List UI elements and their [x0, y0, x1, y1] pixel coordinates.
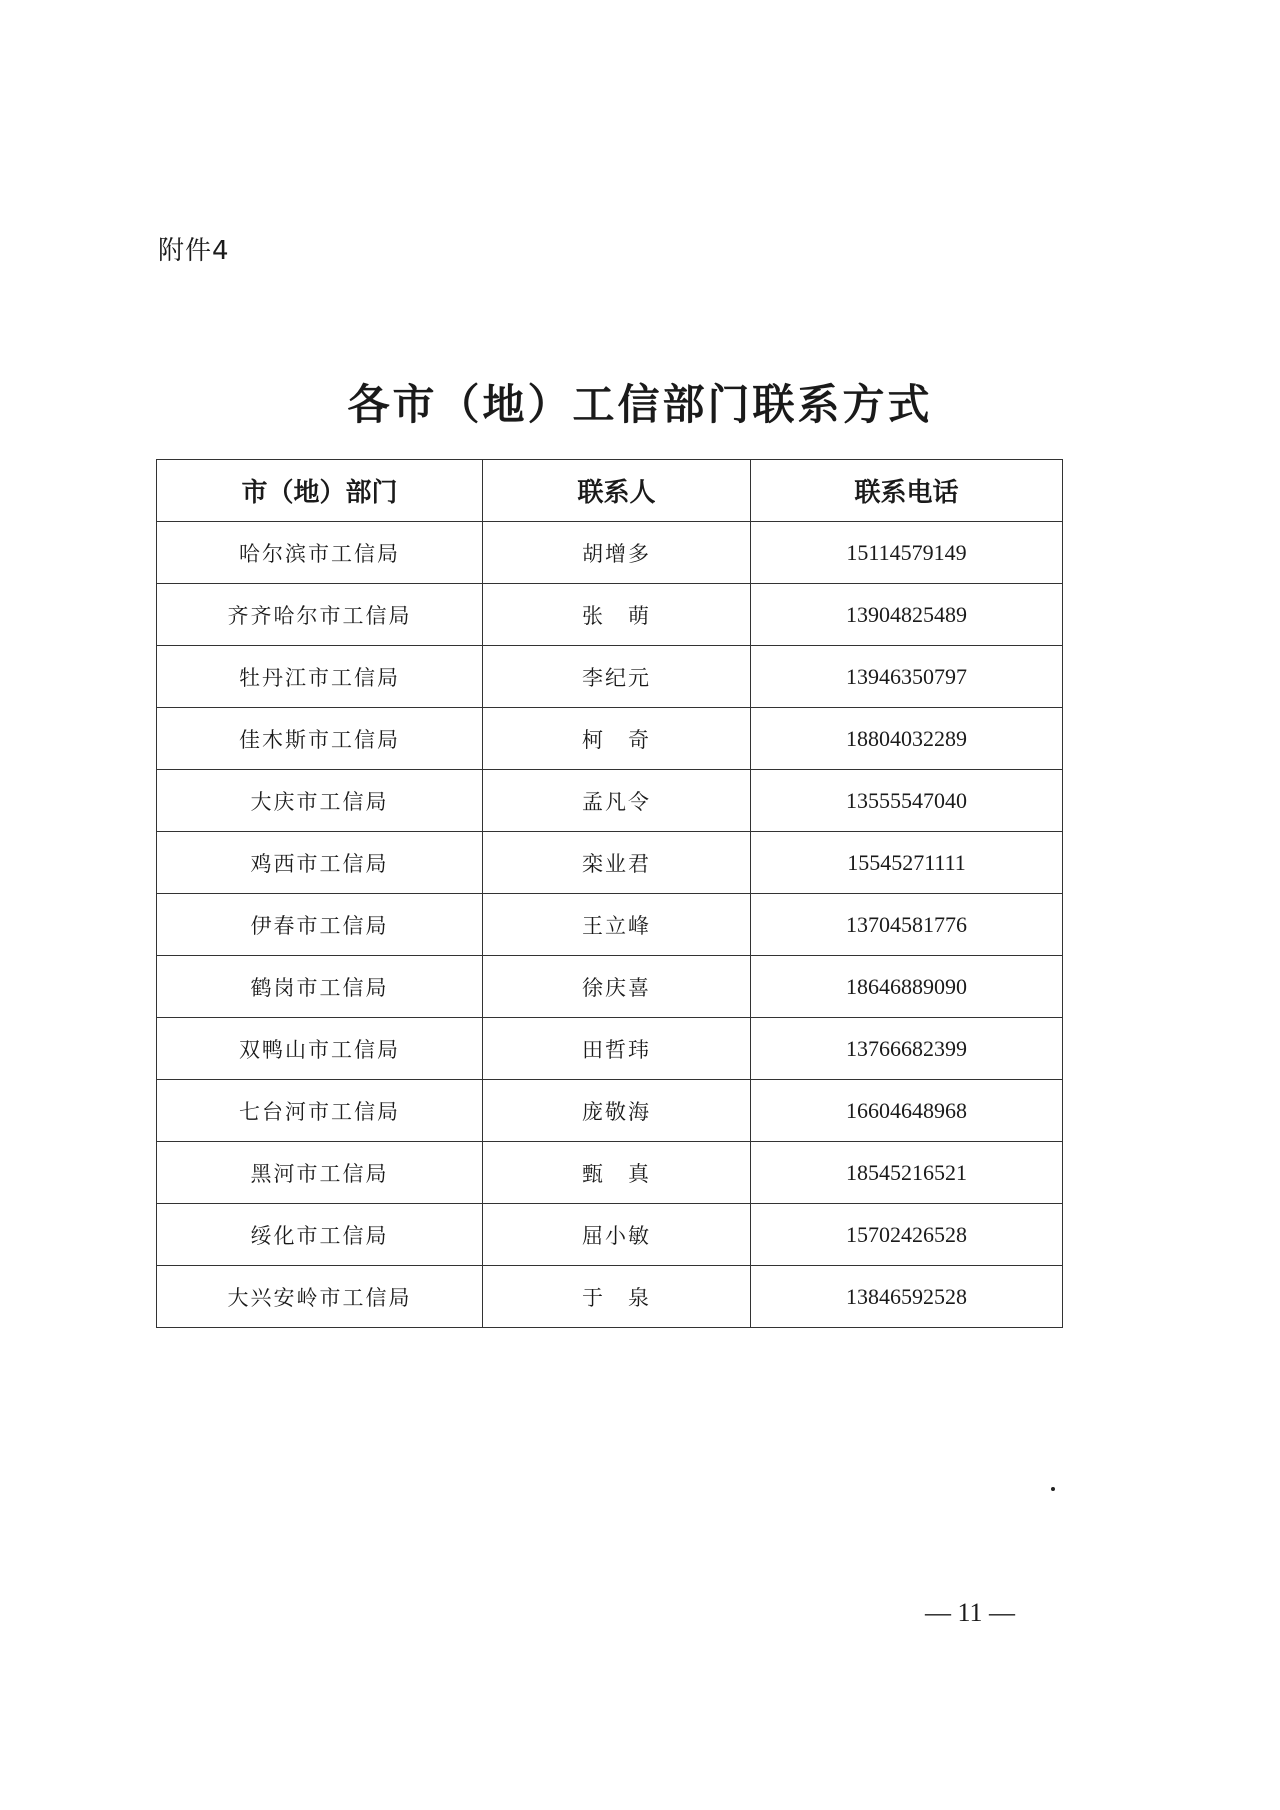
cell-department: 佳木斯市工信局 — [157, 708, 483, 770]
cell-contact-person: 于 泉 — [483, 1266, 751, 1328]
table-row — [157, 894, 1063, 956]
page-number: — 11 — — [924, 1598, 1016, 1627]
cell-contact-person: 孟凡令 — [483, 770, 751, 832]
cell-department: 齐齐哈尔市工信局 — [157, 584, 483, 646]
cell-department: 牡丹江市工信局 — [157, 646, 483, 708]
cell-department: 双鸭山市工信局 — [157, 1018, 483, 1080]
cell-department: 哈尔滨市工信局 — [157, 522, 483, 584]
cell-department: 鸡西市工信局 — [157, 832, 483, 894]
header-department: 市（地）部门 — [157, 460, 483, 522]
table-row — [157, 584, 1063, 646]
table-row — [157, 956, 1063, 1018]
cell-department: 伊春市工信局 — [157, 894, 483, 956]
table-row — [157, 1080, 1063, 1142]
cell-phone: 16604648968 — [751, 1080, 1063, 1142]
cell-contact-person: 屈小敏 — [483, 1204, 751, 1266]
document-title: 各市（地）工信部门联系方式 — [347, 380, 933, 429]
cell-contact-person: 张 萌 — [483, 584, 751, 646]
cell-department: 黑河市工信局 — [157, 1142, 483, 1204]
cell-department: 绥化市工信局 — [157, 1204, 483, 1266]
cell-phone: 13846592528 — [751, 1266, 1063, 1328]
cell-department: 大兴安岭市工信局 — [157, 1266, 483, 1328]
cell-contact-person: 庞敬海 — [483, 1080, 751, 1142]
table-row — [157, 522, 1063, 584]
table-row — [157, 708, 1063, 770]
cell-contact-person: 王立峰 — [483, 894, 751, 956]
cell-phone: 13555547040 — [751, 770, 1063, 832]
cell-contact-person: 胡增多 — [483, 522, 751, 584]
table-header-row — [157, 460, 1063, 522]
cell-department: 七台河市工信局 — [157, 1080, 483, 1142]
header-contact-person: 联系人 — [483, 460, 751, 522]
table-row — [157, 1204, 1063, 1266]
contacts-table — [156, 459, 1063, 1328]
cell-contact-person: 田哲玮 — [483, 1018, 751, 1080]
cell-phone: 18545216521 — [751, 1142, 1063, 1204]
attachment-label: 附件4 — [158, 236, 230, 266]
table-row — [157, 1266, 1063, 1328]
cell-phone: 15702426528 — [751, 1204, 1063, 1266]
cell-department: 大庆市工信局 — [157, 770, 483, 832]
cell-phone: 18804032289 — [751, 708, 1063, 770]
cell-contact-person: 徐庆喜 — [483, 956, 751, 1018]
cell-department: 鹤岗市工信局 — [157, 956, 483, 1018]
table-row — [157, 770, 1063, 832]
table-row — [157, 646, 1063, 708]
scan-speck — [1051, 1487, 1055, 1491]
cell-contact-person: 李纪元 — [483, 646, 751, 708]
cell-phone: 13946350797 — [751, 646, 1063, 708]
cell-contact-person: 栾业君 — [483, 832, 751, 894]
cell-contact-person: 甄 真 — [483, 1142, 751, 1204]
table-row — [157, 1142, 1063, 1204]
table-row — [157, 832, 1063, 894]
cell-phone: 13766682399 — [751, 1018, 1063, 1080]
header-phone: 联系电话 — [751, 460, 1063, 522]
cell-phone: 18646889090 — [751, 956, 1063, 1018]
cell-phone: 15114579149 — [751, 522, 1063, 584]
table-row — [157, 1018, 1063, 1080]
cell-phone: 13704581776 — [751, 894, 1063, 956]
cell-phone: 13904825489 — [751, 584, 1063, 646]
cell-contact-person: 柯 奇 — [483, 708, 751, 770]
cell-phone: 15545271111 — [751, 832, 1063, 894]
